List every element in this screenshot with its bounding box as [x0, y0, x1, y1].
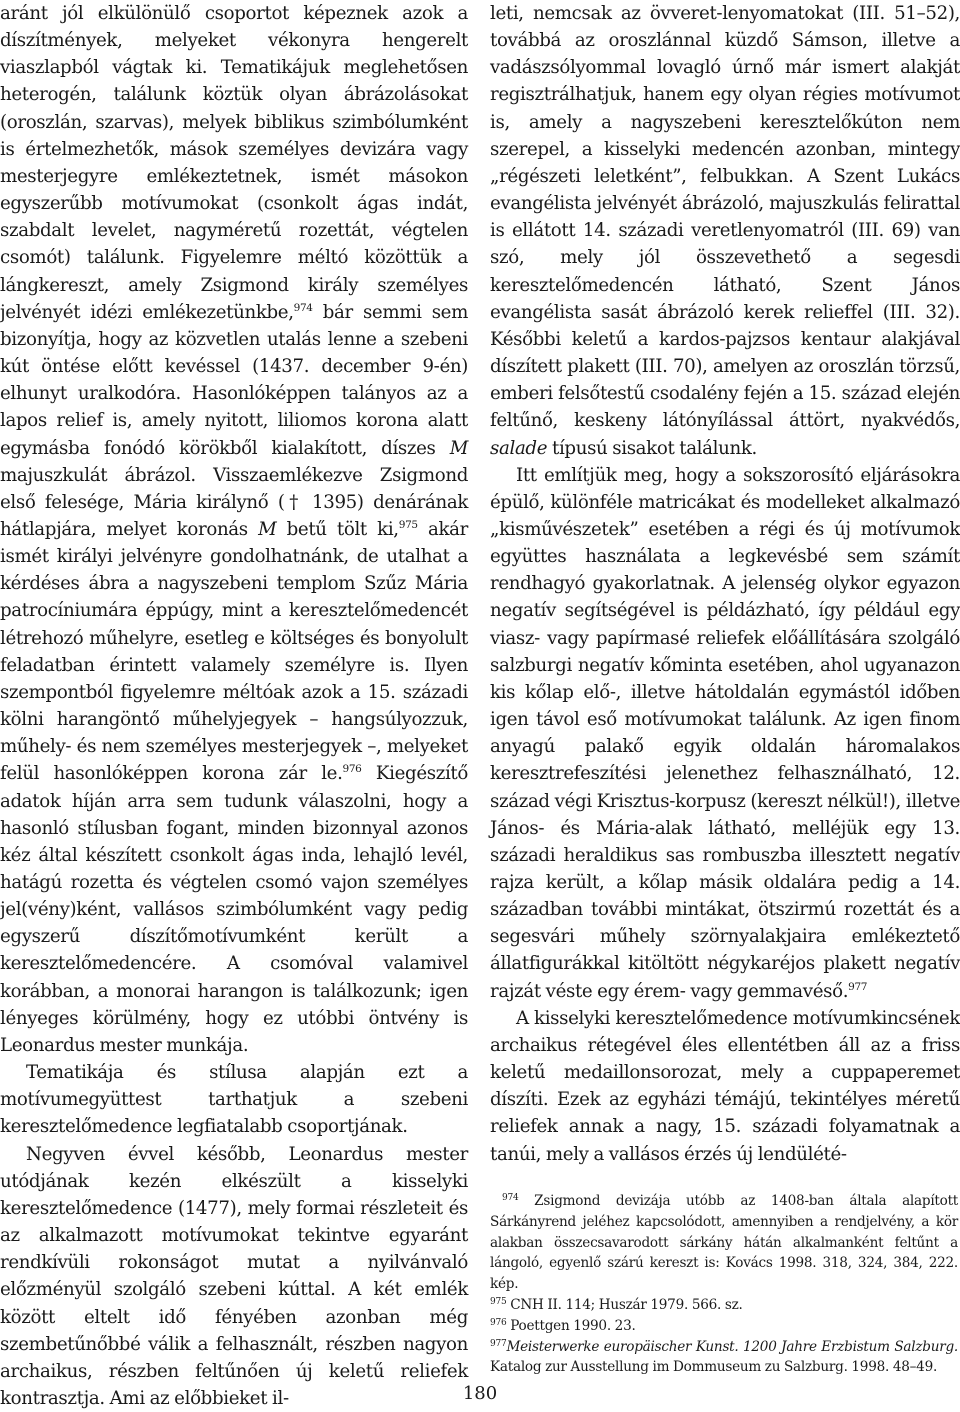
term-salade: salade — [490, 437, 548, 459]
right-paragraph-2: Itt említjük meg, hogy a sokszorosító eljárásokra épülő, különféle matricákat és modelleket alkalmazó „kisművészetek” esetében a régi és új motívumok együttes használata a legkevésbé sem számít rendhagyó gyakorlatnak. A jelenség olykor egyazon negatív segítségével is példázható, így például egy viasz- vagy papírmasé reliefek előállítására szolgáló salzburgi negatív kőminta esetében, ahol ugyanazon kis kőlap elő-, illetve hátoldalán egymástól időben igen távol eső motívumokat találunk. Az igen finom anyagú palakő egyik oldalán háromalakos keresztrefeszítési jelenethez felhasználható, 12. század végi Krisztus-korpusz (kereszt nélkül!), illetve János- és Mária-alak látható, melléjük egy 13. századi heraldikus sas rombuszba illesztett negatív rajza került, a kőlap másik oldalára pedig a 14. században további mintákat, ötszirmú rozettát és a segesvári műhely szörnyalakjaira emlékeztető állatfigurákkal kitöltött négykaréjos plakett negatív rajzát véste egy érem- vagy gemmavéső.$^{977}$ — [490, 464, 960, 1002]
footnote-976: $^{976}$ Poettgen 1990. 23. — [490, 1317, 636, 1334]
footnote-975: $^{975}$ CNH II. 114; Huszár 1979. 566. sz. — [490, 1296, 743, 1313]
footnotes — [490, 1191, 958, 1378]
footnote-ref-976[interactable]: 976 — [342, 763, 362, 776]
left-column — [0, 0, 468, 1412]
letter-m: M — [449, 437, 468, 459]
footnote-ref-977[interactable]: 977 — [848, 980, 868, 993]
right-paragraph-1: leti, nemcsak az övveret-lenyomatokat (III. 51–52), továbbá az oroszlánnal küzdő Sámson, illetve a vadászsólyommal lovagló úrnő már ismert alakját regisztrálhatjuk, hanem egy olyan régies motívumot is, amely a nagyszebeni keresztelőkúton nem szerepel, a kisselyki medencén azonban, mintegy „régészeti leletként”, felbukkan. A Szent Lukács evangélista jelvényét ábrázoló, majuszkulás felirattal is ellátott 14. századi veretlenyomatról (III. 69) van szó, mely jól összevethető a segesdi keresztelőmedencén látható, Szent János evangélista sasát ábrázoló kerek relieffel (III. 32). Későbbi keletű a kardos-pajzsos kentaur alakjával díszített plakett (III. 70), amelyen az oroszlán törzsű, emberi felsőtestű csodalény fején a 15. század elején feltűnő, keskeny látónyílással áttört, nyakvédős, salade típusú sisakot találunk. — [490, 3, 960, 459]
left-paragraph-1: aránt jól elkülönülő csoportot képeznek azok a díszítmények, melyeket vékonyra hengerelt viaszlapból vágtak ki. Tematikájuk meglehetősen heterogén, találunk köztük olyan ábrázolásokat (oroszlán, szarvas), melyek biblikus szimbólumként is értelmezhetők, mások személyes devizára vagy mesterjegyre emlékeztetnek, ismét másokon egyszerűbb motívumokat (csonkolt ágas indát, szabdalt levelet, nagyméretű rozettát, végtelen csomót) találunk. Figyelemre méltó közöttük a lángkereszt, amely Zsigmond király személyes jelvényét idézi emlékezetünkbe,$^{974}$ bár semmi sem bizonyítja, hogy az közvetlen utalás lenne a szebeni kút öntése előtt kevéssel (1437. december 9-én) elhunyt uralkodóra. Hasonlóképpen talányos az a lapos relief is, amely nyitott, liliomos korona alatt egymásba fonódó körökből kialakított, díszes M majuszkulát ábrázol. Visszaemlékezve Zsigmond első felesége, Mária királynő († 1395) denárának hátlapjára, melyet koronás M betű tölt ki,$^{975}$ akár ismét királyi jelvényre gondolhatnánk, de utalhat a kérdéses ábra a nagyszebeni templom Szűz Mária patrocíniumára éppúgy, mint a keresztelőmedencét létrehozó műhelyre, esetleg e költséges és bonyolult feladatban érintett valamely személyre is. Ilyen szempontból figyelemre méltóak azok a 15. századi kölni harangöntő műhelyjegyek – hangsúlyozzuk, műhely- és nem személyes mesterjegyek –, melyeket felül hasonlóképpen korona zár le.$^{976}$ Kiegészítő adatok híján arra sem tudunk válaszolni, hogy a hasonló stílusban fogant, minden bizonnyal azonos kéz által készített csonkolt ágas inda, lehajló levél, hatágú rozetta és végtelen csomó vajon személyes jel(vény)ként, vallásos szimbólumként vagy pedig egyszerű díszítőmotívumként került a keresztelőmedencére. A csomóval valamivel korábban, a monorai harangon is találkozunk; igen lényeges körülmény, hogy ez utóbbi öntvény is Leonardus mester munkája. — [0, 3, 469, 1056]
footnote-974: $^{974}$ Zsigmond devizája utóbb az 1408-ban általa alapított Sárkányrend jeléhez kapcsolódott, amennyiben a rendjelvény, a kör alakban összecsavarodott sárkány hátán alkalmanként feltűnt a lángoló, egyenlő szárú kereszt is: Kovács 1998. 318, 324, 384, 222. kép. — [490, 1193, 958, 1293]
right-paragraph-3: A kisselyki keresztelőmedence motívumkincsének archaikus rétegével éles ellentétben áll az a friss keletű medaillonsorozat, mely a cuppaperemet díszíti. Ezek az egyházi témájú, tekintélyes méretű reliefek annak a nagy, 15. századi folyamatnak a tanúi, mely a vallásos érzés új lendülété- — [490, 1007, 960, 1165]
letter-m: M — [258, 518, 277, 540]
left-paragraph-3: Negyven évvel később, Leonardus mester utódjának kezén elkészült a kisselyki keresztelőmedence (1477), mely formai részleteit és az alkalmazott motívumokat tekintve egyaránt rendkívüli rokonságot mutat a nyilvánvaló előzményül szolgáló szebeni kúttal. A két emlék között eltelt idő fényében azonban még szembetűnőbbé válik a felhasznált, részben nagyon archaikus, részben feltűnően új keletű reliefek kontrasztja. Ami az előbbieket il- — [0, 1143, 468, 1409]
footnote-977: $^{977}$Meisterwerke europäischer Kunst. 1200 Jahre Erzbistum Salzburg. Katalog zur Ausstellung im Dommuseum zu Salzburg. 1998. 48–49. — [490, 1338, 958, 1376]
page-number: 180 — [462, 1383, 498, 1404]
footnote-ref-975[interactable]: 975 — [398, 518, 418, 531]
left-paragraph-2: Tematikája és stílusa alapján ezt a motívumegyüttest tarthatjuk a szebeni keresztelőmedence legfiatalabb csoportjának. — [0, 1062, 468, 1138]
footnote-ref-974[interactable]: 974 — [293, 301, 313, 314]
right-column — [490, 0, 960, 1168]
